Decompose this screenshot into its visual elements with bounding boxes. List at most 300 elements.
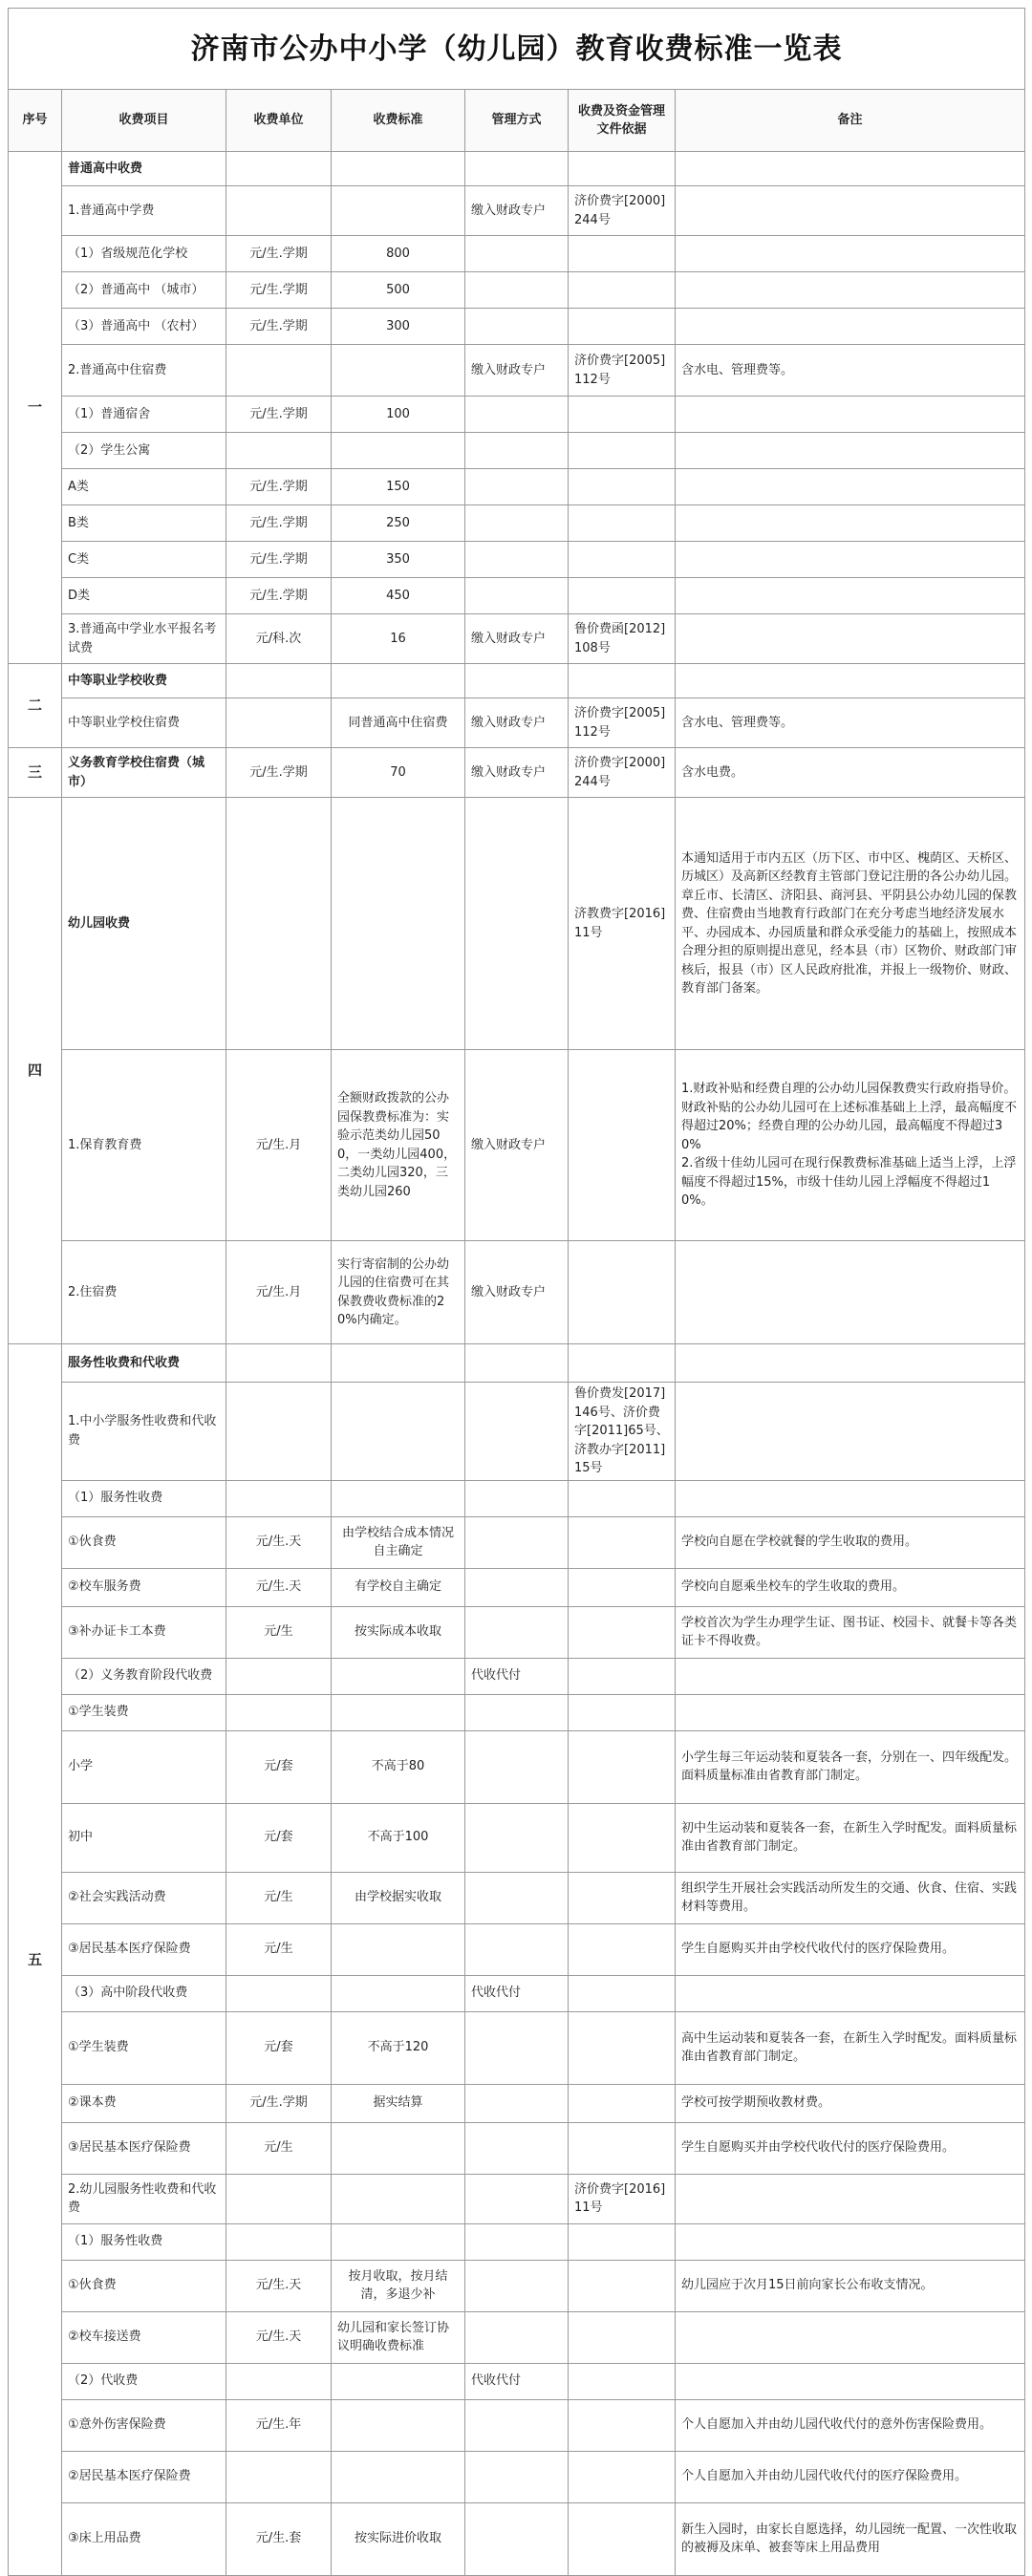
table-cell: 元/套 bbox=[226, 1730, 332, 1803]
table-cell: 元/套 bbox=[226, 2011, 332, 2084]
table-row bbox=[9, 614, 1025, 664]
table-cell bbox=[569, 1803, 676, 1872]
table-cell: 元/生.学期 bbox=[226, 272, 332, 309]
table-row bbox=[9, 1480, 1025, 1516]
table-cell bbox=[226, 345, 332, 397]
table-cell: 元/生.天 bbox=[226, 1568, 332, 1606]
table-cell: 有学校自主确定 bbox=[332, 1568, 465, 1606]
table-cell: 中等职业学校住宿费 bbox=[62, 698, 226, 748]
table-cell: 幼儿园和家长签订协议明确收费标准 bbox=[332, 2311, 465, 2363]
table-cell: 由学校据实收取 bbox=[332, 1872, 465, 1923]
table-cell bbox=[569, 1694, 676, 1730]
table-cell bbox=[569, 1975, 676, 2011]
table-cell bbox=[226, 2363, 332, 2399]
table-cell bbox=[465, 433, 569, 469]
table-cell bbox=[569, 433, 676, 469]
table-cell: 含水电、管理费等。 bbox=[676, 698, 1025, 748]
fee-table bbox=[8, 8, 1025, 2576]
table-row bbox=[9, 1344, 1025, 1383]
table-row bbox=[9, 1694, 1025, 1730]
table-cell: B类 bbox=[62, 505, 226, 542]
table-cell bbox=[465, 1923, 569, 1975]
table-cell: 250 bbox=[332, 505, 465, 542]
table-cell: （2）代收费 bbox=[62, 2363, 226, 2399]
table-cell: 学校向自愿乘坐校车的学生收取的费用。 bbox=[676, 1568, 1025, 1606]
table-cell: 鲁价费发[2017]146号、济价费字[2011]65号、济教办字[2011]15号 bbox=[569, 1383, 676, 1481]
table-cell bbox=[676, 578, 1025, 614]
table-cell: 元/生.学期 bbox=[226, 578, 332, 614]
table-row bbox=[9, 2223, 1025, 2260]
table-cell bbox=[332, 345, 465, 397]
table-cell bbox=[569, 2223, 676, 2260]
table-cell: 代收代付 bbox=[465, 2363, 569, 2399]
table-cell bbox=[569, 1050, 676, 1241]
table-row bbox=[9, 2502, 1025, 2575]
table-cell: 元/生.年 bbox=[226, 2399, 332, 2451]
table-cell: 2.住宿费 bbox=[62, 1241, 226, 1344]
table-cell: 缴入财政专户 bbox=[465, 345, 569, 397]
table-cell bbox=[465, 578, 569, 614]
table-cell bbox=[465, 1480, 569, 1516]
table-cell bbox=[332, 186, 465, 236]
table-row bbox=[9, 1658, 1025, 1694]
table-cell bbox=[569, 2311, 676, 2363]
table-cell bbox=[569, 664, 676, 698]
table-cell: 2.普通高中住宿费 bbox=[62, 345, 226, 397]
table-cell: D类 bbox=[62, 578, 226, 614]
table-cell: 元/生 bbox=[226, 1923, 332, 1975]
table-cell: 缴入财政专户 bbox=[465, 698, 569, 748]
table-cell: 济价费字[2000]244号 bbox=[569, 186, 676, 236]
table-cell: ②校车接送费 bbox=[62, 2311, 226, 2363]
table-cell bbox=[465, 2174, 569, 2223]
table-cell: 济价费字[2016]11号 bbox=[569, 2174, 676, 2223]
table-cell bbox=[465, 1568, 569, 1606]
table-cell bbox=[676, 505, 1025, 542]
table-cell: 幼儿园收费 bbox=[62, 798, 226, 1050]
table-cell bbox=[226, 1480, 332, 1516]
table-cell: 济价费字[2000]244号 bbox=[569, 748, 676, 798]
table-cell bbox=[676, 664, 1025, 698]
table-cell bbox=[332, 433, 465, 469]
table-cell: 350 bbox=[332, 542, 465, 578]
table-cell bbox=[465, 309, 569, 345]
table-row bbox=[9, 2363, 1025, 2399]
table-row bbox=[9, 2260, 1025, 2311]
table-cell bbox=[569, 152, 676, 186]
table-cell: A类 bbox=[62, 469, 226, 505]
table-row bbox=[9, 1383, 1025, 1481]
table-cell: ①学生装费 bbox=[62, 2011, 226, 2084]
table-cell bbox=[569, 2502, 676, 2575]
table-row bbox=[9, 664, 1025, 698]
table-cell bbox=[569, 1241, 676, 1344]
table-cell bbox=[465, 2084, 569, 2122]
table-cell bbox=[569, 2399, 676, 2451]
table-row bbox=[9, 1606, 1025, 1658]
table-cell: 元/生.学期 bbox=[226, 542, 332, 578]
table-cell: ①伙食费 bbox=[62, 2260, 226, 2311]
table-cell: 一 bbox=[9, 152, 62, 664]
table-cell: 元/生.学期 bbox=[226, 469, 332, 505]
table-cell: （1）服务性收费 bbox=[62, 1480, 226, 1516]
table-row bbox=[9, 1872, 1025, 1923]
table-cell: ①学生装费 bbox=[62, 1694, 226, 1730]
table-cell bbox=[226, 698, 332, 748]
page-title: 济南市公办中小学（幼儿园）教育收费标准一览表 bbox=[9, 9, 1025, 90]
table-cell bbox=[332, 152, 465, 186]
table-cell bbox=[676, 186, 1025, 236]
table-cell bbox=[676, 1975, 1025, 2011]
table-cell bbox=[465, 1730, 569, 1803]
table-cell bbox=[569, 2260, 676, 2311]
table-cell: 缴入财政专户 bbox=[465, 748, 569, 798]
table-cell bbox=[226, 2223, 332, 2260]
table-cell: 1.保育教育费 bbox=[62, 1050, 226, 1241]
table-cell: ②居民基本医疗保险费 bbox=[62, 2451, 226, 2502]
table-cell: 按实际成本收取 bbox=[332, 1606, 465, 1658]
table-cell bbox=[465, 152, 569, 186]
table-cell: ②课本费 bbox=[62, 2084, 226, 2122]
table-cell: 450 bbox=[332, 578, 465, 614]
table-cell: 元/生 bbox=[226, 1606, 332, 1658]
table-cell: （1）省级规范化学校 bbox=[62, 236, 226, 272]
header-cell: 收费项目 bbox=[62, 90, 226, 152]
table-row bbox=[9, 433, 1025, 469]
table-cell bbox=[569, 2451, 676, 2502]
table-cell: 元/生.月 bbox=[226, 1241, 332, 1344]
header-row bbox=[9, 90, 1025, 152]
table-cell: 新生入园时，由家长自愿选择，幼儿园统一配置、一次性收取的被褥及床单、被套等床上用品费用 bbox=[676, 2502, 1025, 2575]
table-cell bbox=[676, 1241, 1025, 1344]
table-cell bbox=[465, 1872, 569, 1923]
table-cell bbox=[676, 152, 1025, 186]
table-cell: 学校首次为学生办理学生证、图书证、校园卡、就餐卡等各类证卡不得收费。 bbox=[676, 1606, 1025, 1658]
table-cell: 据实结算 bbox=[332, 2084, 465, 2122]
table-cell: 元/生.学期 bbox=[226, 748, 332, 798]
table-cell bbox=[465, 272, 569, 309]
table-cell bbox=[676, 2311, 1025, 2363]
table-cell: ①伙食费 bbox=[62, 1516, 226, 1568]
table-cell: 含水电、管理费等。 bbox=[676, 345, 1025, 397]
table-cell: 由学校结合成本情况自主确定 bbox=[332, 1516, 465, 1568]
table-cell: 初中 bbox=[62, 1803, 226, 1872]
table-cell: ③床上用品费 bbox=[62, 2502, 226, 2575]
table-cell: 实行寄宿制的公办幼儿园的住宿费可在其保教费收费标准的20%内确定。 bbox=[332, 1241, 465, 1344]
table-cell: 100 bbox=[332, 397, 465, 433]
table-cell: 小学生每三年运动装和夏装各一套，分别在一、四年级配发。面料质量标准由省教育部门制定。 bbox=[676, 1730, 1025, 1803]
table-cell bbox=[676, 542, 1025, 578]
table-row bbox=[9, 1241, 1025, 1344]
table-cell: （1）普通宿舍 bbox=[62, 397, 226, 433]
table-cell bbox=[676, 1658, 1025, 1694]
table-cell: 元/套 bbox=[226, 1803, 332, 1872]
table-cell: 1.中小学服务性收费和代收费 bbox=[62, 1383, 226, 1481]
table-cell: ②社会实践活动费 bbox=[62, 1872, 226, 1923]
table-cell bbox=[465, 1694, 569, 1730]
table-cell bbox=[465, 542, 569, 578]
table-cell: 不高于100 bbox=[332, 1803, 465, 1872]
table-cell: （2）普通高中 （城市） bbox=[62, 272, 226, 309]
table-cell bbox=[226, 1383, 332, 1481]
table-cell: ③居民基本医疗保险费 bbox=[62, 2122, 226, 2174]
table-cell: 学生自愿购买并由学校代收代付的医疗保险费用。 bbox=[676, 1923, 1025, 1975]
table-row bbox=[9, 698, 1025, 748]
table-cell bbox=[226, 798, 332, 1050]
table-cell bbox=[332, 2223, 465, 2260]
table-cell: 本通知适用于市内五区（历下区、市中区、槐荫区、天桥区、历城区）及高新区经教育主管部门登记注册的各公办幼儿园。章丘市、长清区、济阳县、商河县、平阴县公办幼儿园的保教费、住宿费由当地教育行政部门在充分考虑当地经济发展水平、办园成本、办园质量和群众承受能力的基础上，按照成本合理分担的原则提出意见，经本县（市）区物价、财政部门审核后，报县（市）区人民政府批准，并报上一级物价、财政、教育部门备案。 bbox=[676, 798, 1025, 1050]
table-cell bbox=[676, 1480, 1025, 1516]
table-row bbox=[9, 2084, 1025, 2122]
table-cell bbox=[332, 2399, 465, 2451]
table-cell: 济价费字[2005]112号 bbox=[569, 698, 676, 748]
table-cell: 缴入财政专户 bbox=[465, 614, 569, 664]
table-cell bbox=[676, 614, 1025, 664]
table-cell bbox=[465, 2011, 569, 2084]
table-cell bbox=[569, 542, 676, 578]
table-cell: 元/生.月 bbox=[226, 1050, 332, 1241]
table-row bbox=[9, 1568, 1025, 1606]
table-cell: 二 bbox=[9, 664, 62, 748]
table-row bbox=[9, 1803, 1025, 1872]
table-row bbox=[9, 186, 1025, 236]
table-cell: 含水电费。 bbox=[676, 748, 1025, 798]
table-row bbox=[9, 1050, 1025, 1241]
table-row bbox=[9, 2451, 1025, 2502]
table-cell: 70 bbox=[332, 748, 465, 798]
header-cell: 收费单位 bbox=[226, 90, 332, 152]
table-cell bbox=[676, 272, 1025, 309]
header-cell: 序号 bbox=[9, 90, 62, 152]
header-cell: 备注 bbox=[676, 90, 1025, 152]
table-row bbox=[9, 2399, 1025, 2451]
table-row bbox=[9, 2122, 1025, 2174]
table-cell: 元/生.天 bbox=[226, 1516, 332, 1568]
table-cell bbox=[676, 1383, 1025, 1481]
table-cell: （1）服务性收费 bbox=[62, 2223, 226, 2260]
table-cell: 按实际进价收取 bbox=[332, 2502, 465, 2575]
table-cell bbox=[465, 1344, 569, 1383]
table-cell: 16 bbox=[332, 614, 465, 664]
table-cell bbox=[465, 2311, 569, 2363]
table-row bbox=[9, 578, 1025, 614]
header-cell: 收费标准 bbox=[332, 90, 465, 152]
table-cell bbox=[226, 1975, 332, 2011]
table-cell: 学生自愿购买并由学校代收代付的医疗保险费用。 bbox=[676, 2122, 1025, 2174]
table-cell bbox=[676, 309, 1025, 345]
table-cell: （2）学生公寓 bbox=[62, 433, 226, 469]
table-cell: 三 bbox=[9, 748, 62, 798]
table-cell: 四 bbox=[9, 798, 62, 1344]
table-cell: 初中生运动装和夏装各一套，在新生入学时配发。面料质量标准由省教育部门制定。 bbox=[676, 1803, 1025, 1872]
table-cell: 学校向自愿在学校就餐的学生收取的费用。 bbox=[676, 1516, 1025, 1568]
table-cell: 元/生.套 bbox=[226, 2502, 332, 2575]
table-cell: 1.普通高中学费 bbox=[62, 186, 226, 236]
table-cell: C类 bbox=[62, 542, 226, 578]
table-row bbox=[9, 272, 1025, 309]
table-row bbox=[9, 748, 1025, 798]
table-cell: 个人自愿加入并由幼儿园代收代付的意外伤害保险费用。 bbox=[676, 2399, 1025, 2451]
table-cell bbox=[465, 2260, 569, 2311]
table-cell bbox=[465, 505, 569, 542]
table-cell: 义务教育学校住宿费（城市） bbox=[62, 748, 226, 798]
table-row bbox=[9, 1730, 1025, 1803]
table-cell bbox=[332, 1344, 465, 1383]
table-cell bbox=[332, 2122, 465, 2174]
table-cell bbox=[676, 1694, 1025, 1730]
table-cell bbox=[569, 578, 676, 614]
table-cell: ③补办证卡工本费 bbox=[62, 1606, 226, 1658]
table-cell: 元/生.学期 bbox=[226, 505, 332, 542]
table-cell: 中等职业学校收费 bbox=[62, 664, 226, 698]
table-cell: 800 bbox=[332, 236, 465, 272]
table-cell: 济价费字[2005]112号 bbox=[569, 345, 676, 397]
table-cell bbox=[332, 1694, 465, 1730]
table-row bbox=[9, 1516, 1025, 1568]
table-cell bbox=[465, 2399, 569, 2451]
table-cell bbox=[332, 798, 465, 1050]
table-cell bbox=[569, 2122, 676, 2174]
table-cell bbox=[465, 397, 569, 433]
table-cell: 缴入财政专户 bbox=[465, 1050, 569, 1241]
table-cell: 全额财政拨款的公办园保教费标准为：实验示范类幼儿园500，一类幼儿园400，二类幼儿园320，三类幼儿园260 bbox=[332, 1050, 465, 1241]
table-cell bbox=[569, 2011, 676, 2084]
table-cell bbox=[676, 2363, 1025, 2399]
table-cell bbox=[332, 1480, 465, 1516]
table-cell bbox=[332, 1975, 465, 2011]
table-cell bbox=[465, 664, 569, 698]
table-cell bbox=[332, 2363, 465, 2399]
table-cell: 鲁价费函[2012]108号 bbox=[569, 614, 676, 664]
table-row bbox=[9, 397, 1025, 433]
table-cell bbox=[465, 2223, 569, 2260]
table-cell: 五 bbox=[9, 1344, 62, 2576]
table-cell bbox=[569, 2363, 676, 2399]
table-cell bbox=[569, 1516, 676, 1568]
table-cell: 150 bbox=[332, 469, 465, 505]
table-row bbox=[9, 236, 1025, 272]
table-cell bbox=[332, 664, 465, 698]
header-cell: 管理方式 bbox=[465, 90, 569, 152]
table-cell bbox=[332, 1383, 465, 1481]
table-cell bbox=[569, 309, 676, 345]
table-cell: 小学 bbox=[62, 1730, 226, 1803]
table-cell bbox=[569, 1730, 676, 1803]
table-cell: ②校车服务费 bbox=[62, 1568, 226, 1606]
table-cell bbox=[676, 2223, 1025, 2260]
table-cell bbox=[569, 1344, 676, 1383]
table-cell: 元/生.天 bbox=[226, 2260, 332, 2311]
table-cell bbox=[676, 469, 1025, 505]
table-cell bbox=[465, 2451, 569, 2502]
table-cell: 元/生 bbox=[226, 1872, 332, 1923]
table-row bbox=[9, 505, 1025, 542]
table-cell bbox=[465, 469, 569, 505]
table-row bbox=[9, 542, 1025, 578]
table-cell: 缴入财政专户 bbox=[465, 1241, 569, 1344]
table-cell: 元/科.次 bbox=[226, 614, 332, 664]
table-cell bbox=[569, 505, 676, 542]
table-cell: 组织学生开展社会实践活动所发生的交通、伙食、住宿、实践材料等费用。 bbox=[676, 1872, 1025, 1923]
table-cell: 同普通高中住宿费 bbox=[332, 698, 465, 748]
table-cell: 元/生.学期 bbox=[226, 2084, 332, 2122]
table-cell bbox=[226, 186, 332, 236]
table-cell bbox=[569, 1872, 676, 1923]
table-row bbox=[9, 469, 1025, 505]
table-row bbox=[9, 1923, 1025, 1975]
table-cell: 3.普通高中学业水平报名考试费 bbox=[62, 614, 226, 664]
table-cell bbox=[465, 2502, 569, 2575]
table-cell: 普通高中收费 bbox=[62, 152, 226, 186]
table-cell bbox=[465, 236, 569, 272]
table-row bbox=[9, 152, 1025, 186]
table-cell bbox=[332, 1923, 465, 1975]
table-cell bbox=[226, 1694, 332, 1730]
table-body bbox=[9, 152, 1025, 2576]
table-cell bbox=[569, 1568, 676, 1606]
table-cell bbox=[569, 397, 676, 433]
table-cell bbox=[465, 1606, 569, 1658]
table-cell: 个人自愿加入并由幼儿园代收代付的医疗保险费用。 bbox=[676, 2451, 1025, 2502]
table-cell bbox=[676, 433, 1025, 469]
table-cell: 1.财政补贴和经费自理的公办幼儿园保教费实行政府指导价。财政补贴的公办幼儿园可在上述标准基础上上浮，最高幅度不得超过20%；经费自理的公办幼儿园，最高幅度不得超过30% 2.省级十佳幼儿园可在现行保教费标准基础上适当上浮，上浮幅度不得超过15%，市级十佳幼儿园上浮幅度不得超过10%。 bbox=[676, 1050, 1025, 1241]
table-cell bbox=[569, 469, 676, 505]
table-cell bbox=[465, 1383, 569, 1481]
table-cell: 服务性收费和代收费 bbox=[62, 1344, 226, 1383]
table-cell: ①意外伤害保险费 bbox=[62, 2399, 226, 2451]
table-cell: 按月收取，按月结清，多退少补 bbox=[332, 2260, 465, 2311]
table-cell bbox=[465, 1803, 569, 1872]
table-cell bbox=[226, 2174, 332, 2223]
table-cell bbox=[676, 397, 1025, 433]
table-cell bbox=[332, 2451, 465, 2502]
table-cell: 元/生.天 bbox=[226, 2311, 332, 2363]
table-cell: 不高于120 bbox=[332, 2011, 465, 2084]
table-cell: 500 bbox=[332, 272, 465, 309]
table-cell: 元/生 bbox=[226, 2122, 332, 2174]
header-cell: 收费及资金管理文件依据 bbox=[569, 90, 676, 152]
table-cell bbox=[465, 1516, 569, 1568]
table-cell bbox=[569, 1923, 676, 1975]
table-cell bbox=[676, 236, 1025, 272]
table-cell: 济教费字[2016]11号 bbox=[569, 798, 676, 1050]
table-cell bbox=[226, 1658, 332, 1694]
table-cell bbox=[465, 798, 569, 1050]
table-row bbox=[9, 798, 1025, 1050]
table-cell: ③居民基本医疗保险费 bbox=[62, 1923, 226, 1975]
table-cell: 元/生.学期 bbox=[226, 397, 332, 433]
table-cell: 2.幼儿园服务性收费和代收费 bbox=[62, 2174, 226, 2223]
table-row bbox=[9, 2011, 1025, 2084]
table-cell bbox=[569, 1606, 676, 1658]
table-cell bbox=[569, 236, 676, 272]
table-cell: 高中生运动装和夏装各一套，在新生入学时配发。面料质量标准由省教育部门制定。 bbox=[676, 2011, 1025, 2084]
table-cell: （3）高中阶段代收费 bbox=[62, 1975, 226, 2011]
table-cell bbox=[332, 2174, 465, 2223]
table-row bbox=[9, 309, 1025, 345]
table-cell: （2）义务教育阶段代收费 bbox=[62, 1658, 226, 1694]
table-cell: 幼儿园应于次月15日前向家长公布收支情况。 bbox=[676, 2260, 1025, 2311]
table-cell bbox=[569, 272, 676, 309]
table-cell: 不高于80 bbox=[332, 1730, 465, 1803]
fee-schedule-sheet bbox=[8, 8, 1024, 2576]
table-cell: 缴入财政专户 bbox=[465, 186, 569, 236]
table-cell: 元/生.学期 bbox=[226, 236, 332, 272]
table-cell: 代收代付 bbox=[465, 1658, 569, 1694]
table-cell bbox=[332, 1658, 465, 1694]
table-cell bbox=[226, 664, 332, 698]
table-cell: 300 bbox=[332, 309, 465, 345]
